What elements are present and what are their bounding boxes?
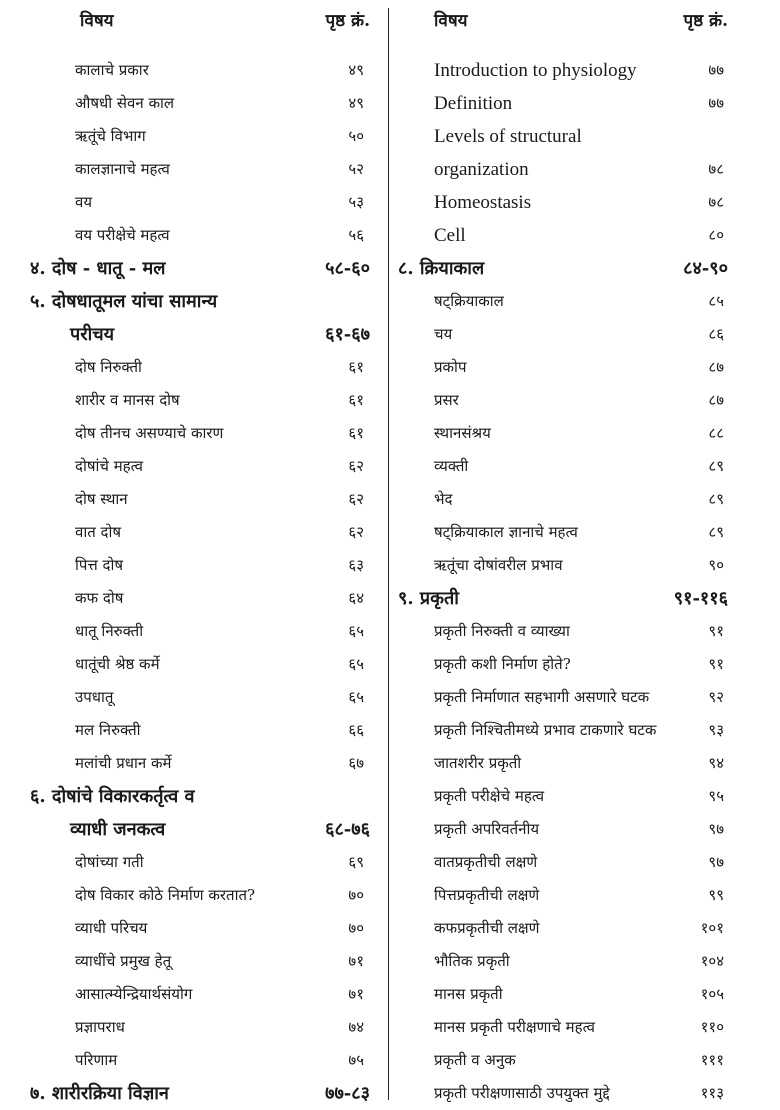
toc-entry [30,153,370,186]
toc-entry-title: प्रकृती निर्माणात सहभागी असणारे घटक [434,688,650,706]
toc-entry-page: ६२ [348,457,364,475]
toc-entry-page: ९४ [708,754,724,772]
toc-entry-title: वय [75,193,93,211]
toc-entry [30,714,370,747]
toc-entry-title: उपधातू [75,688,114,706]
toc-entry-title: दोषांचे महत्व [75,457,143,475]
toc-entry-title: आसात्म्येन्द्रियार्थसंयोग [75,985,193,1003]
toc-entry-title: Levels of structural [434,126,582,147]
toc-entry-title: वात दोष [75,523,122,541]
toc-entry [398,615,728,648]
header-topic: विषय [434,11,468,31]
toc-entry-page: ८९ [708,457,724,475]
toc-entry-page: ५३ [348,193,364,211]
toc-entry [398,483,728,516]
toc-entry-title: वय परीक्षेचे महत्व [75,226,170,244]
toc-entry-page: ६५ [348,622,364,640]
header-topic: विषय [80,11,114,31]
toc-entry [398,285,728,318]
toc-entry [30,351,370,384]
toc-entry-title: ४. दोष - धातू - मल [30,258,166,279]
toc-entry-title: चय [434,325,453,343]
toc-entry-page: १०१ [700,919,724,937]
toc-entry [30,450,370,483]
toc-entry-page: १११ [700,1051,724,1069]
toc-entry-page: ९० [708,556,724,574]
toc-entry [398,318,728,351]
toc-entry [30,615,370,648]
toc-entry-page: ६५ [348,688,364,706]
toc-entry [398,351,728,384]
toc-entry-title: प्रकृती निरुक्ती व व्याख्या [434,622,570,640]
header-page-number: पृष्ठ क्रं. [683,11,728,31]
toc-entry-title: Homeostasis [434,192,532,213]
toc-entry-page: ८९ [708,490,724,508]
toc-entry-title: षट्क्रियाकाल [434,292,504,310]
toc-entry [398,450,728,483]
toc-entry-title: जातशरीर प्रकृती [434,754,522,772]
toc-entry-title: दोष निरुक्ती [75,358,142,376]
toc-entry [398,1011,728,1044]
toc-entry-title: परिणाम [75,1051,118,1069]
toc-entry-title: ५. दोषधातूमल यांचा सामान्य [30,291,218,312]
toc-entry [398,681,728,714]
toc-entry [30,582,370,615]
toc-entry [30,912,370,945]
toc-entry-page: ७७ [708,94,724,112]
toc-entry-page: ५२ [348,160,364,178]
toc-entry-page: ५६ [348,226,364,244]
toc-entry [398,648,728,681]
toc-entry-page: ७७ [708,61,724,79]
toc-entry-title: परीचय [70,324,115,345]
toc-entry-page: ८६ [708,325,724,343]
toc-entry [398,516,728,549]
toc-entry-page: १०४ [700,952,724,970]
toc-entry-title: स्थानसंश्रय [434,424,491,442]
toc-entry-page: ७५ [348,1051,364,1069]
toc-entry-page: ६७ [348,754,364,772]
toc-chapter-heading [398,252,728,285]
toc-entry-title: प्रकृती परीक्षेचे महत्व [434,787,545,805]
toc-entry-page: ६१ [348,424,364,442]
toc-entry-page: ९२ [708,688,724,706]
toc-entry-title: Definition [434,93,513,114]
toc-entry [30,120,370,153]
toc-entry-title: पित्त दोष [75,556,124,574]
toc-entry-title: प्रज्ञापराध [75,1018,125,1036]
toc-entry-page: ४९ [348,61,364,79]
toc-entry-page: ७८ [708,193,724,211]
toc-entry-page: ५८-६० [325,258,370,279]
toc-entry-page: ११० [700,1018,724,1036]
toc-entry-page: ६३ [348,556,364,574]
toc-entry-page: ४९ [348,94,364,112]
toc-entry [398,153,728,186]
toc-left-entries [30,54,370,1110]
toc-entry-page: ६६ [348,721,364,739]
toc-entry-title: कालाचे प्रकार [75,61,149,79]
toc-header-right [398,0,728,54]
toc-entry [30,549,370,582]
toc-entry-page: ६८-७६ [325,819,370,840]
toc-chapter-heading [30,813,370,846]
toc-entry [30,87,370,120]
toc-entry-page: ९१ [708,655,724,673]
toc-entry-title: पित्तप्रकृतीची लक्षणे [434,886,540,904]
toc-entry [30,516,370,549]
toc-chapter-heading [30,318,370,351]
toc-entry [398,714,728,747]
toc-entry [30,219,370,252]
toc-entry-title: व्याधींचे प्रमुख हेतू [75,952,172,970]
toc-chapter-heading [30,1077,370,1110]
toc-entry-page: १०५ [700,985,724,1003]
toc-entry [30,945,370,978]
toc-entry [398,945,728,978]
toc-entry-page: ८४-९० [683,258,728,279]
toc-entry-title: भेद [434,490,453,508]
toc-entry-title: प्रकोप [434,358,467,376]
toc-entry [30,54,370,87]
toc-chapter-heading [30,285,370,318]
toc-entry-title: ६. दोषांचे विकारकर्तृत्व व [30,786,195,807]
toc-entry-title: organization [434,159,529,180]
toc-entry [30,186,370,219]
toc-entry [398,549,728,582]
toc-entry-title: औषधी सेवन काल [75,94,175,112]
toc-entry-title: व्यक्ती [434,457,469,475]
toc-entry [398,813,728,846]
toc-entry-page: ७० [348,886,364,904]
toc-entry [398,417,728,450]
toc-entry [30,417,370,450]
toc-entry-page: ८९ [708,523,724,541]
toc-entry-title: शारीर व मानस दोष [75,391,180,409]
toc-entry [398,384,728,417]
toc-entry-page: ७१ [348,952,364,970]
toc-entry-title: भौतिक प्रकृती [434,952,510,970]
toc-entry-title: धातूंची श्रेष्ठ कर्मे [75,655,160,673]
toc-entry-page: ६४ [348,589,364,607]
toc-entry-page: ६२ [348,490,364,508]
toc-entry [398,1044,728,1077]
toc-entry [398,120,728,153]
header-page-number: पृष्ठ क्रं. [325,11,370,31]
toc-entry-title: प्रकृती व अनुक [434,1051,516,1069]
toc-entry [30,978,370,1011]
toc-entry-page: ७८ [708,160,724,178]
toc-entry-title: ऋतूंचे विभाग [75,127,146,145]
toc-entry [30,747,370,780]
toc-entry-page: ९१-११६ [673,588,728,609]
toc-entry-page: ११३ [700,1084,724,1102]
toc-entry-title: ऋतूंचा दोषांवरील प्रभाव [434,556,563,574]
toc-entry-page: ८७ [708,391,724,409]
toc-entry-title: ९. प्रकृती [398,588,459,609]
toc-entry-page: ६१ [348,358,364,376]
toc-entry-page: ८० [708,226,724,244]
toc-entry-page: ८८ [708,424,724,442]
toc-entry-title: कालज्ञानाचे महत्व [75,160,170,178]
toc-entry [30,1011,370,1044]
toc-entry-title: ७. शारीरक्रिया विज्ञान [30,1083,169,1104]
toc-entry [398,87,728,120]
toc-entry-page: ९५ [708,787,724,805]
toc-chapter-heading [30,780,370,813]
toc-entry-title: प्रकृती निश्चितीमध्ये प्रभाव टाकणारे घटक [434,721,657,739]
toc-entry-title: मलांची प्रधान कर्मे [75,754,172,772]
toc-entry-title: षट्क्रियाकाल ज्ञानाचे महत्व [434,523,578,541]
toc-entry [30,648,370,681]
toc-entry-title: धातू निरुक्ती [75,622,144,640]
toc-entry [30,846,370,879]
toc-entry-title: ८. क्रियाकाल [398,258,485,279]
toc-entry [398,912,728,945]
toc-entry [30,1044,370,1077]
toc-entry-page: ६२ [348,523,364,541]
toc-entry-title: प्रसर [434,391,459,409]
toc-entry-title: प्रकृती परीक्षणासाठी उपयुक्त मुद्दे [434,1084,610,1102]
toc-entry-page: ९३ [708,721,724,739]
toc-entry [30,483,370,516]
toc-entry-page: ७० [348,919,364,937]
toc-entry-page: ६१ [348,391,364,409]
toc-entry [30,879,370,912]
toc-entry-title: दोष विकार कोठे निर्माण करतात? [75,886,256,904]
toc-entry-page: ७१ [348,985,364,1003]
toc-entry-page: ६५ [348,655,364,673]
toc-entry-page: ८७ [708,358,724,376]
column-divider [388,8,389,1100]
toc-entry-title: Introduction to physiology [434,60,637,81]
toc-entry-title: मानस प्रकृती [434,985,503,1003]
toc-entry-title: Cell [434,225,466,246]
toc-entry [398,219,728,252]
toc-entry-page: ९७ [708,853,724,871]
toc-entry-title: कफप्रकृतीची लक्षणे [434,919,540,937]
toc-right-column [398,0,728,1110]
toc-entry-page: ५० [348,127,364,145]
toc-entry-title: प्रकृती कशी निर्माण होते? [434,655,571,673]
toc-entry [398,186,728,219]
toc-entry [398,846,728,879]
toc-entry-title: व्याधी परिचय [75,919,148,937]
toc-entry-page: ८५ [708,292,724,310]
toc-entry-page: ६१-६७ [325,324,370,345]
toc-entry-page: ९९ [708,886,724,904]
toc-entry-page: ७७-८३ [325,1083,370,1104]
toc-chapter-heading [398,582,728,615]
toc-entry-page: ७४ [348,1018,364,1036]
toc-entry [398,1077,728,1110]
toc-entry-title: प्रकृती अपरिवर्तनीय [434,820,540,838]
toc-right-entries [398,54,728,1110]
toc-entry-title: वातप्रकृतीची लक्षणे [434,853,538,871]
toc-entry [30,681,370,714]
toc-entry-title: दोष स्थान [75,490,128,508]
toc-entry-page: ९१ [708,622,724,640]
toc-left-column [30,0,370,1110]
toc-entry [398,780,728,813]
toc-entry-title: व्याधी जनकत्व [70,819,166,840]
toc-entry-title: मल निरुक्ती [75,721,141,739]
toc-entry [398,747,728,780]
toc-entry-title: दोष तीनच असण्याचे कारण [75,424,224,442]
toc-entry-page: ६९ [348,853,364,871]
toc-entry-page: ९७ [708,820,724,838]
toc-entry [398,879,728,912]
toc-header-left [30,0,370,54]
toc-entry [398,978,728,1011]
toc-chapter-heading [30,252,370,285]
toc-entry [398,54,728,87]
toc-entry-title: मानस प्रकृती परीक्षणाचे महत्व [434,1018,595,1036]
toc-entry-title: दोषांच्या गती [75,853,144,871]
toc-entry-title: कफ दोष [75,589,124,607]
toc-entry [30,384,370,417]
